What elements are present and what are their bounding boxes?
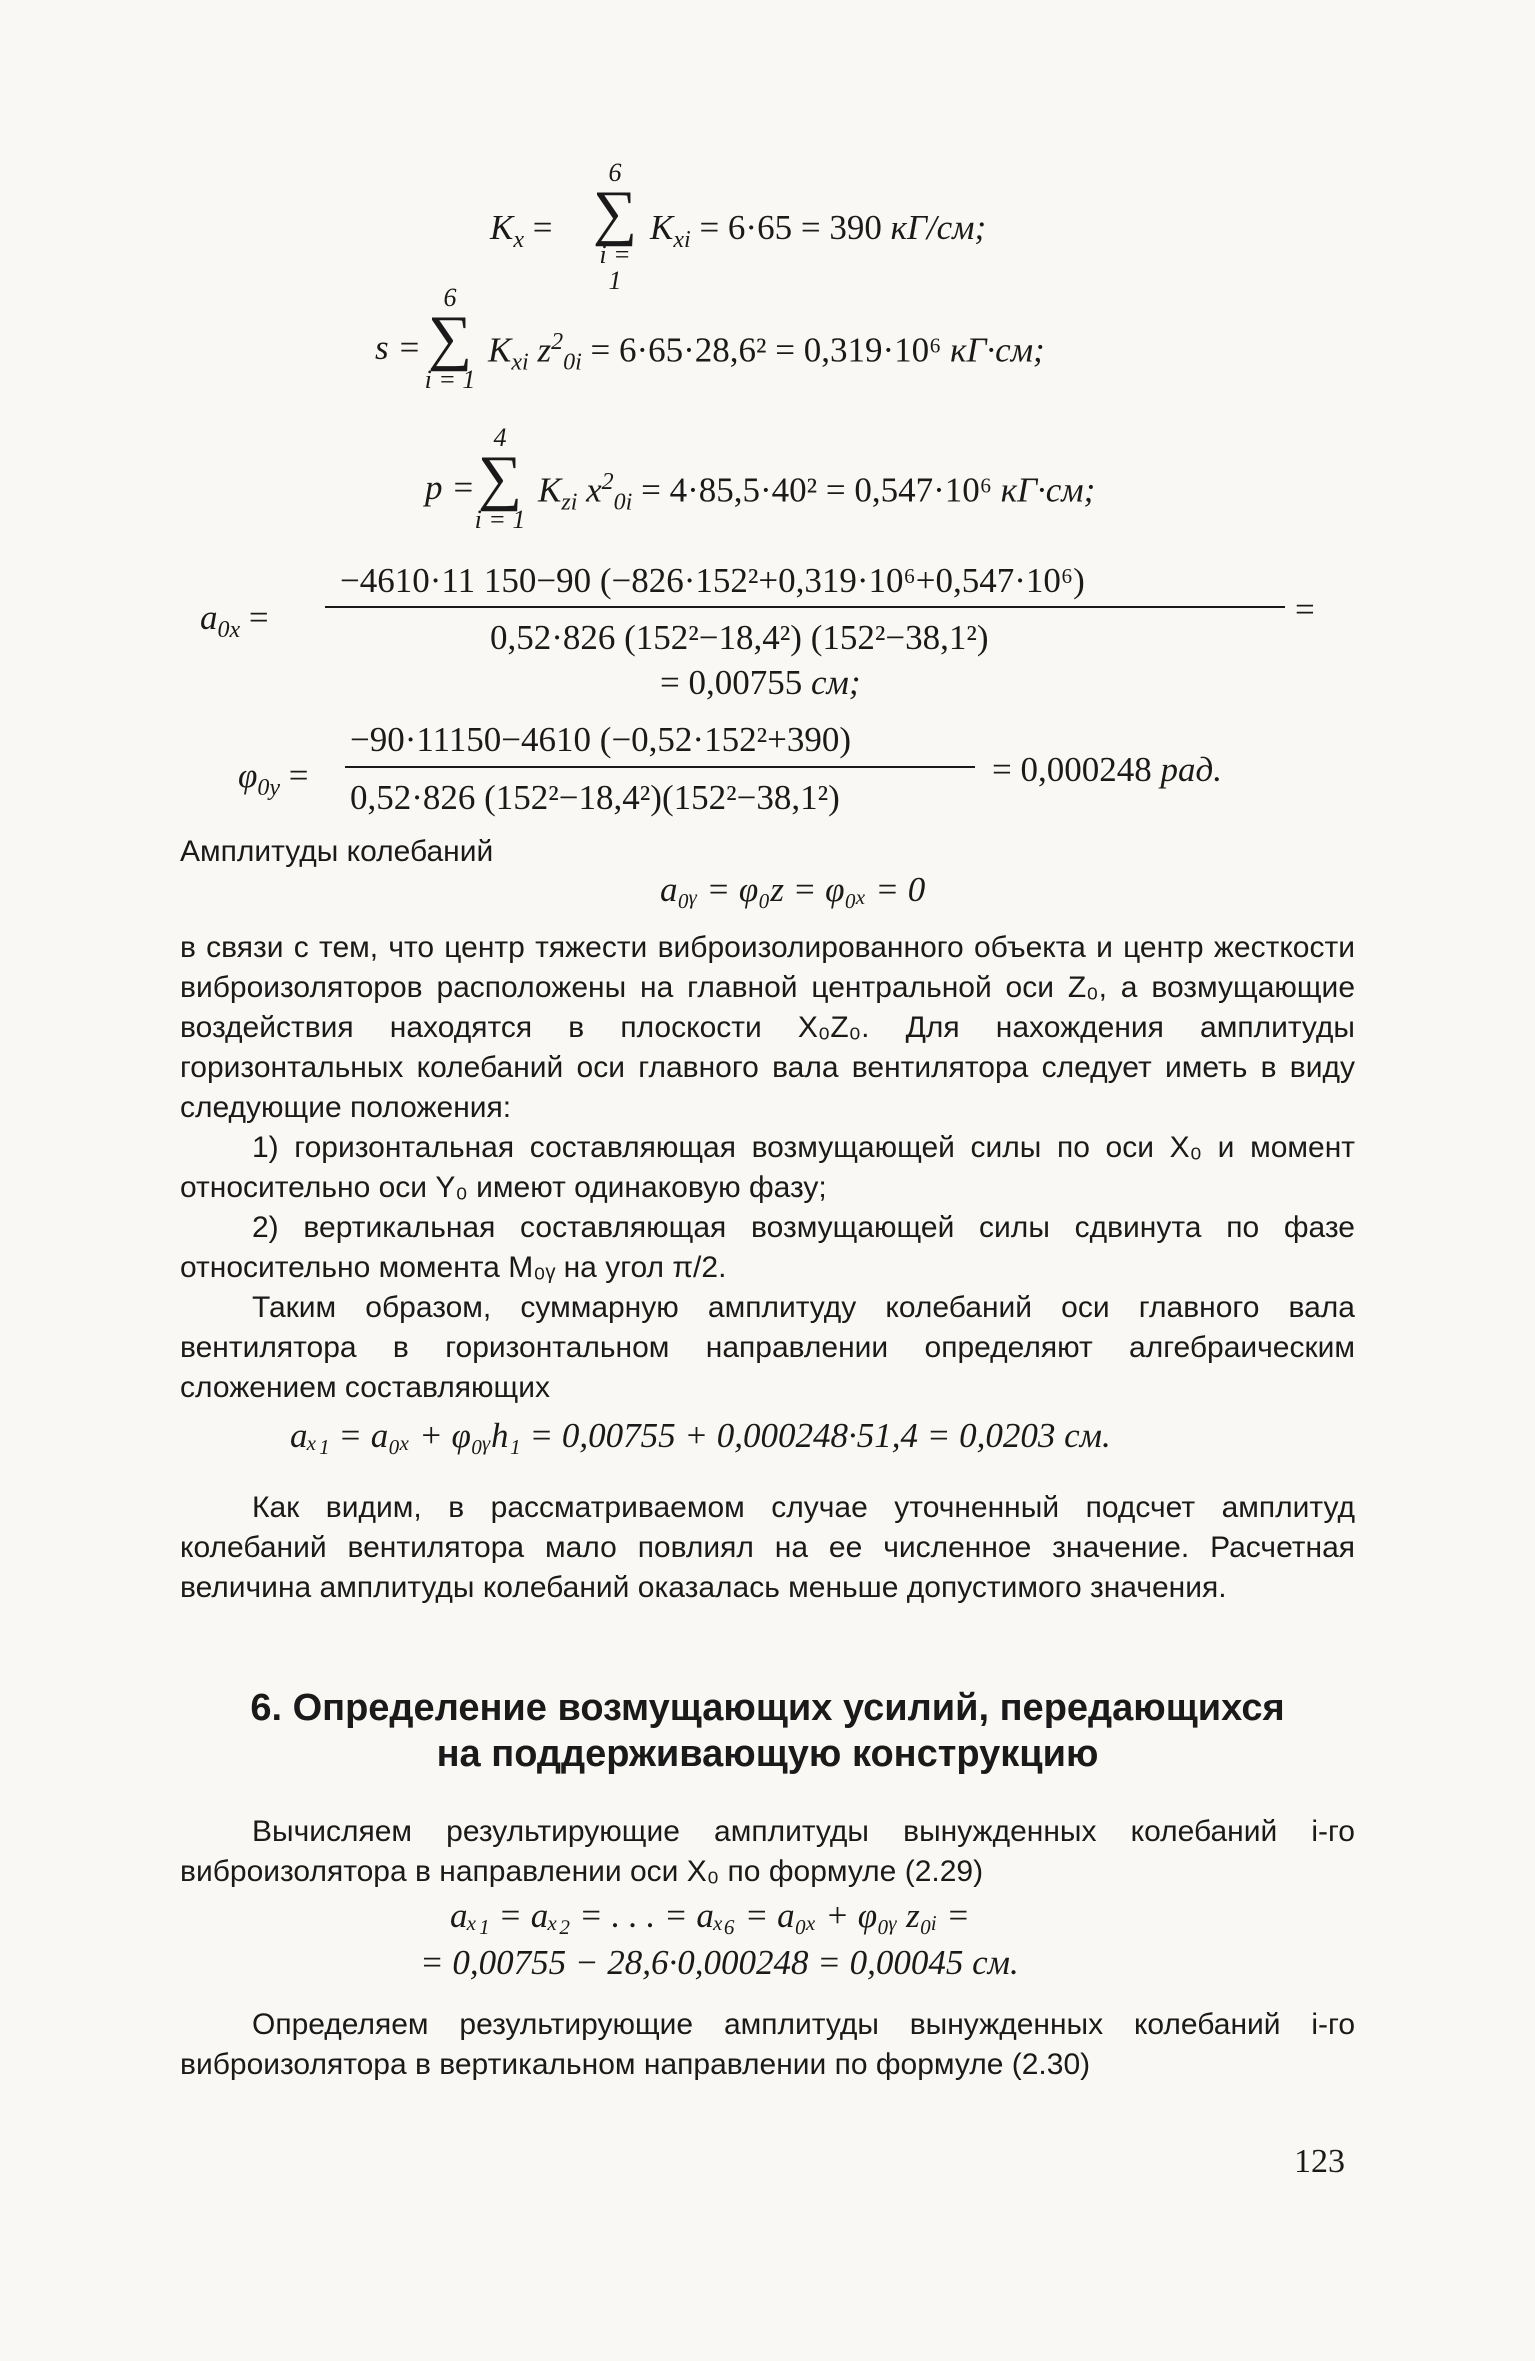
- s-sum-bottom: i = 1: [424, 364, 476, 394]
- p-unit: кГ·см;: [1000, 470, 1096, 510]
- phi0y-lhs: φ: [238, 756, 258, 795]
- s-sum-top: 6: [443, 283, 457, 312]
- s-rhs: = 6·65·28,6² = 0,319·10⁶: [590, 330, 942, 370]
- a0x-fraction-bar: [325, 606, 1285, 608]
- para5: Определяем результирующие амплитуды вынужденных колебаний i-го виброизолятора в вертикальном направлении по формуле (2.30): [180, 2008, 1355, 2081]
- p-lhs: p =: [425, 468, 475, 507]
- section-title: [180, 1685, 1355, 1777]
- para4: Вычисляем результирующие амплитуды вынужденных колебаний i-го виброизолятора в направлении оси X₀ по формуле (2.29): [180, 1815, 1355, 1888]
- ampl-zero-eq: a₀ᵧ = φ₀z = φ₀ₓ = 0: [660, 870, 926, 909]
- p-sum: 4 ∑ i = 1: [470, 425, 530, 533]
- para2: Таким образом, суммарную амплитуду колебаний оси главного вала вентилятора в горизонтальном направлении определяют алгебраическим сложением составляющих: [180, 1291, 1355, 1404]
- phi0y-denominator: 0,52·826 (152²−18,4²)(152²−38,1²): [350, 778, 840, 817]
- phi0y-unit: рад.: [1160, 750, 1222, 789]
- kx-sum-bottom: i = 1: [599, 239, 631, 295]
- a0x-unit: см;: [811, 663, 861, 702]
- kx-sum: 6 ∑ i = 1: [590, 160, 640, 294]
- kx-sum-top: 6: [608, 158, 622, 187]
- a0x-trailing-eq: =: [1295, 590, 1315, 629]
- para3: Как видим, в рассматриваемом случае уточненный подсчет амплитуд колебаний вентилятора мало повлиял на ее численное значение. Расчетная величина амплитуды колебаний оказалась меньше допустимого значения.: [180, 1491, 1355, 1604]
- para1: в связи с тем, что центр тяжести виброизолированного объекта и центр жесткости виброизоляторов расположены на главной центральной оси Z₀, а возмущающие воздействия находятся в плоскости X₀Z₀. Для нахождения амплитуды горизонтальных колебаний оси главного вала вентилятора следует иметь в виду следующие положения:: [180, 931, 1355, 1124]
- item1: 1) горизонтальная составляющая возмущающей силы по оси X₀ и момент относительно оси Y₀ имеют одинаковую фазу;: [180, 1131, 1355, 1204]
- phi0y-lhs-sub: 0y: [257, 775, 281, 801]
- p-sum-bottom: i = 1: [474, 504, 526, 534]
- a0x-lhs-sub: 0x: [217, 617, 241, 643]
- body-text-2: [180, 1488, 1355, 1608]
- s-lhs: s =: [375, 328, 421, 367]
- p-sum-top: 4: [493, 423, 507, 452]
- kx-lhs: K: [490, 208, 514, 247]
- p-rhs: = 4·85,5·40² = 0,547·10⁶: [641, 470, 992, 510]
- item2: 2) вертикальная составляющая возмущающей силы сдвинута по фазе относительно момента M₀ᵧ на угол π/2.: [180, 1211, 1355, 1284]
- a0x-lhs: a: [200, 598, 218, 637]
- axi-eq-line2: = 0,00755 − 28,6·0,000248 = 0,00045 см.: [420, 1943, 1019, 1982]
- body-text-4: [180, 2005, 1355, 2085]
- kx-term: K: [650, 208, 674, 247]
- a0x-denominator: 0,52·826 (152²−18,4²) (152²−38,1²): [490, 618, 989, 657]
- kx-unit: кГ/см;: [890, 208, 987, 247]
- phi0y-numerator: −90·11150−4610 (−0,52·152²+390): [350, 720, 851, 759]
- kx-lhs-sub: x: [513, 227, 525, 253]
- kx-rhs: = 6·65 = 390: [699, 208, 882, 247]
- s-sum: 6 ∑ i = 1: [420, 285, 480, 393]
- section-title-line2: на поддерживающую конструкцию: [436, 1733, 1099, 1775]
- body-text-1: [180, 928, 1355, 1408]
- a0x-result: = 0,00755: [660, 663, 803, 702]
- section-title-line1: 6. Определение возмущающих усилий, передающихся: [250, 1687, 1285, 1729]
- s-unit: кГ·см;: [950, 330, 1045, 370]
- axi-eq-line1: aₓ₁ = aₓ₂ = . . . = aₓ₆ = a₀ₓ + φ₀ᵧ z₀ᵢ =: [450, 1896, 970, 1935]
- phi0y-fraction-bar: [345, 766, 975, 768]
- body-text-3: [180, 1812, 1355, 1892]
- kx-term-sub: xi: [673, 227, 691, 253]
- page-number: 123: [1294, 2143, 1345, 2180]
- phi0y-result: = 0,000248: [992, 750, 1152, 789]
- a0x-numerator: −4610·11 150−90 (−826·152²+0,319·10⁶+0,547·10⁶): [340, 561, 1085, 600]
- amplitudes-label: Амплитуды колебаний: [180, 835, 494, 868]
- ax1-eq: aₓ₁ = a₀ₓ + φ₀ᵧh₁ = 0,00755 + 0,000248·51,4 = 0,0203 см.: [290, 1416, 1111, 1455]
